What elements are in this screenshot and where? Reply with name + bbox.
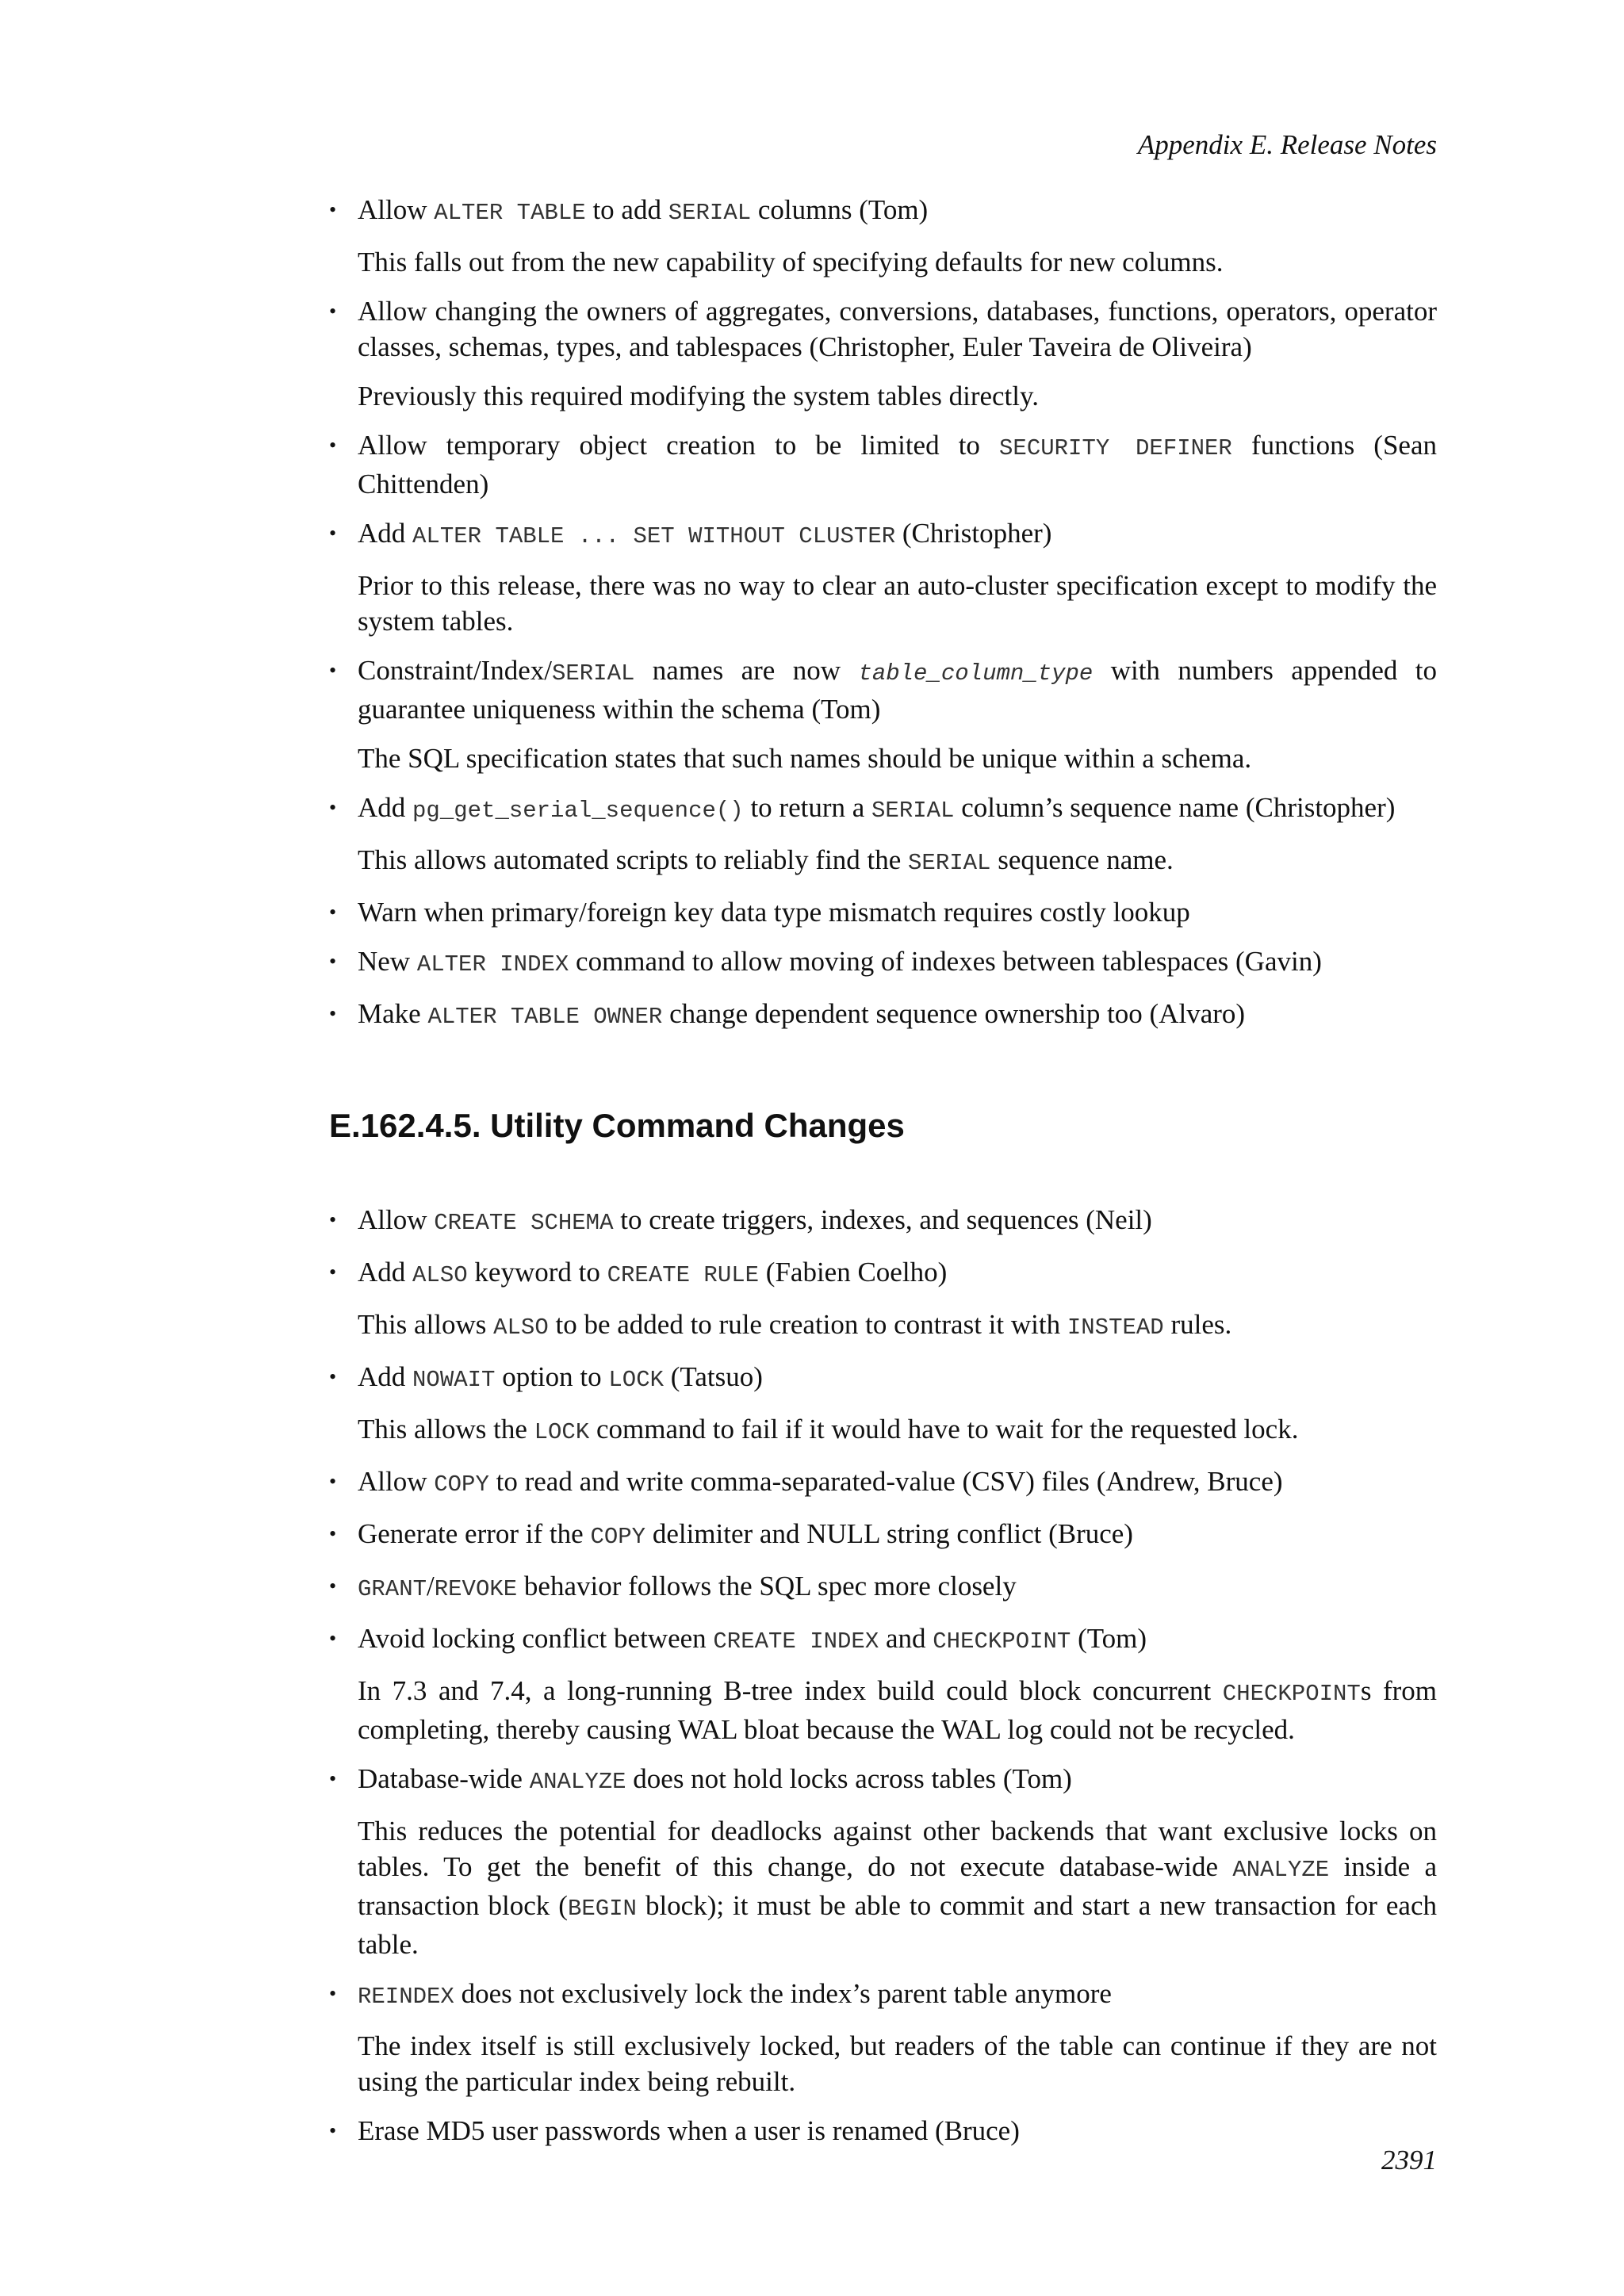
page-number: 2391 (1381, 2145, 1437, 2175)
item-list-1 (329, 192, 1437, 1035)
section-heading: E.162.4.5. Utility Command Changes (329, 1107, 905, 1144)
item-text: • Avoid locking conflict between CREATE INDEX and CHECKPOINT (Tom) (358, 1623, 1147, 1655)
item-note: The SQL specification states that such names should be unique within a schema. (358, 743, 1252, 774)
code-literal: pg_get_serial_sequence() (412, 798, 744, 824)
code-literal: LOCK (534, 1419, 590, 1445)
list-item (329, 1254, 1437, 1345)
item-note: This allows the LOCK command to fail if it would have to wait for the requested lock. (358, 1414, 1299, 1445)
item-text: • Erase MD5 user passwords when a user is renamed (Bruce) (358, 2115, 1020, 2146)
item-text: • REINDEX does not exclusively lock the index’s parent table anymore (358, 1978, 1112, 2010)
item-note: This falls out from the new capability of specifying defaults for new columns. (358, 247, 1224, 277)
item-text: • Make ALTER TABLE OWNER change dependent sequence ownership too (Alvaro) (358, 998, 1246, 1030)
code-literal: CREATE INDEX (713, 1628, 879, 1655)
code-literal: BEGIN (567, 1896, 637, 1922)
list-item (329, 894, 1437, 930)
code-literal: REINDEX (358, 1984, 454, 2010)
item-text: • Database-wide ANALYZE does not hold locks across tables (Tom) (358, 1763, 1072, 1795)
list-item (329, 427, 1437, 502)
item-note: In 7.3 and 7.4, a long-running B-tree index build could block concurrent CHECKPOINTs from completing, thereby causing WAL bloat because the WAL log could not be recycled. (358, 1675, 1438, 1745)
code-literal: ANALYZE (1232, 1857, 1330, 1883)
list-item (329, 1516, 1437, 1555)
item-text: • Add ALTER TABLE ... SET WITHOUT CLUSTER (Christopher) (358, 518, 1052, 549)
code-literal: ALTER INDEX (416, 951, 569, 978)
list-item (329, 1464, 1437, 1502)
code-literal: ALTER TABLE (434, 200, 586, 226)
code-literal: SERIAL (871, 798, 955, 824)
code-literal: ALSO (412, 1262, 468, 1288)
item-text: • Constraint/Index/SERIAL names are now table_column_type with numbers appended to guarantee uniqueness within the schema (Tom) (358, 655, 1438, 725)
list-item (329, 2113, 1437, 2149)
code-literal: CHECKPOINT (933, 1628, 1071, 1655)
page-content (329, 192, 1437, 2162)
running-header: Appendix E. Release Notes (1137, 129, 1437, 160)
list-item (329, 1621, 1437, 1747)
code-literal: CREATE SCHEMA (434, 1210, 614, 1236)
list-item (329, 1761, 1437, 1962)
item-note: This allows ALSO to be added to rule creation to contrast it with INSTEAD rules. (358, 1309, 1232, 1341)
item-text: • Generate error if the COPY delimiter and NULL string conflict (Bruce) (358, 1518, 1133, 1550)
item-note: Previously this required modifying the system tables directly. (358, 381, 1039, 411)
code-literal: NOWAIT (412, 1367, 496, 1393)
code-literal: GRANT (358, 1576, 427, 1602)
item-text: • Warn when primary/foreign key data type mismatch requires costly lookup (358, 897, 1190, 928)
code-literal: CREATE RULE (607, 1262, 760, 1288)
item-text: • Allow COPY to read and write comma-separated-value (CSV) files (Andrew, Bruce) (358, 1466, 1283, 1498)
item-text: • Add ALSO keyword to CREATE RULE (Fabien Coelho) (358, 1257, 948, 1288)
item-text: • Allow changing the owners of aggregates, conversions, databases, functions, operators, operator classes, schemas, types, and tablespaces (Christopher, Euler Taveira de Oliveira) (358, 296, 1437, 362)
list-item (329, 652, 1437, 776)
list-item (329, 1202, 1437, 1241)
item-list-2 (329, 1202, 1437, 2149)
list-item (329, 790, 1437, 881)
item-note: Prior to this release, there was no way to clear an auto-cluster specification except to modify the system tables. (358, 570, 1437, 637)
item-text: • Allow temporary object creation to be limited to SECURITY DEFINER functions (Sean Chittenden) (358, 430, 1437, 499)
list-item (329, 996, 1437, 1035)
code-literal: COPY (590, 1524, 646, 1550)
code-placeholder: table_column_type (858, 660, 1094, 687)
item-text: • New ALTER INDEX command to allow moving of indexes between tablespaces (Gavin) (358, 946, 1322, 978)
code-literal: ANALYZE (529, 1769, 626, 1795)
item-note: This allows automated scripts to reliably find the SERIAL sequence name. (358, 844, 1174, 876)
list-item (329, 1568, 1437, 1607)
list-item (329, 192, 1437, 280)
code-literal: ALSO (493, 1314, 549, 1341)
code-literal: SERIAL (908, 850, 991, 876)
code-literal: ALTER TABLE ... SET WITHOUT CLUSTER (412, 523, 896, 549)
code-literal: SECURITY DEFINER (999, 435, 1232, 461)
list-item (329, 293, 1437, 414)
code-literal: CHECKPOINT (1222, 1681, 1361, 1707)
list-item (329, 1359, 1437, 1450)
code-literal: REVOKE (434, 1576, 518, 1602)
item-text: • Add NOWAIT option to LOCK (Tatsuo) (358, 1361, 763, 1393)
code-literal: INSTEAD (1067, 1314, 1164, 1341)
item-text: • GRANT/REVOKE behavior follows the SQL spec more closely (358, 1571, 1017, 1602)
item-text: • Allow CREATE SCHEMA to create triggers, indexes, and sequences (Neil) (358, 1204, 1152, 1236)
code-literal: COPY (434, 1471, 489, 1498)
code-literal: LOCK (608, 1367, 665, 1393)
code-literal: ALTER TABLE OWNER (427, 1004, 663, 1030)
item-text: • Allow ALTER TABLE to add SERIAL columns (Tom) (358, 194, 929, 226)
item-text: • Add pg_get_serial_sequence() to return a SERIAL column’s sequence name (Christopher) (358, 792, 1396, 824)
code-literal: SERIAL (668, 200, 752, 226)
list-item (329, 943, 1437, 982)
item-note: This reduces the potential for deadlocks against other backends that want exclusive locks on tables. To get the benefit of this change, do not execute database-wide ANALYZE inside a transaction block (BEGIN block); it must be able to commit and start a new transaction for each table. (358, 1816, 1437, 1960)
list-item (329, 1976, 1437, 2099)
list-item (329, 515, 1437, 639)
item-note: The index itself is still exclusively locked, but readers of the table can continue if they are not using the particular index being rebuilt. (358, 2030, 1437, 2097)
code-literal: SERIAL (551, 660, 635, 687)
